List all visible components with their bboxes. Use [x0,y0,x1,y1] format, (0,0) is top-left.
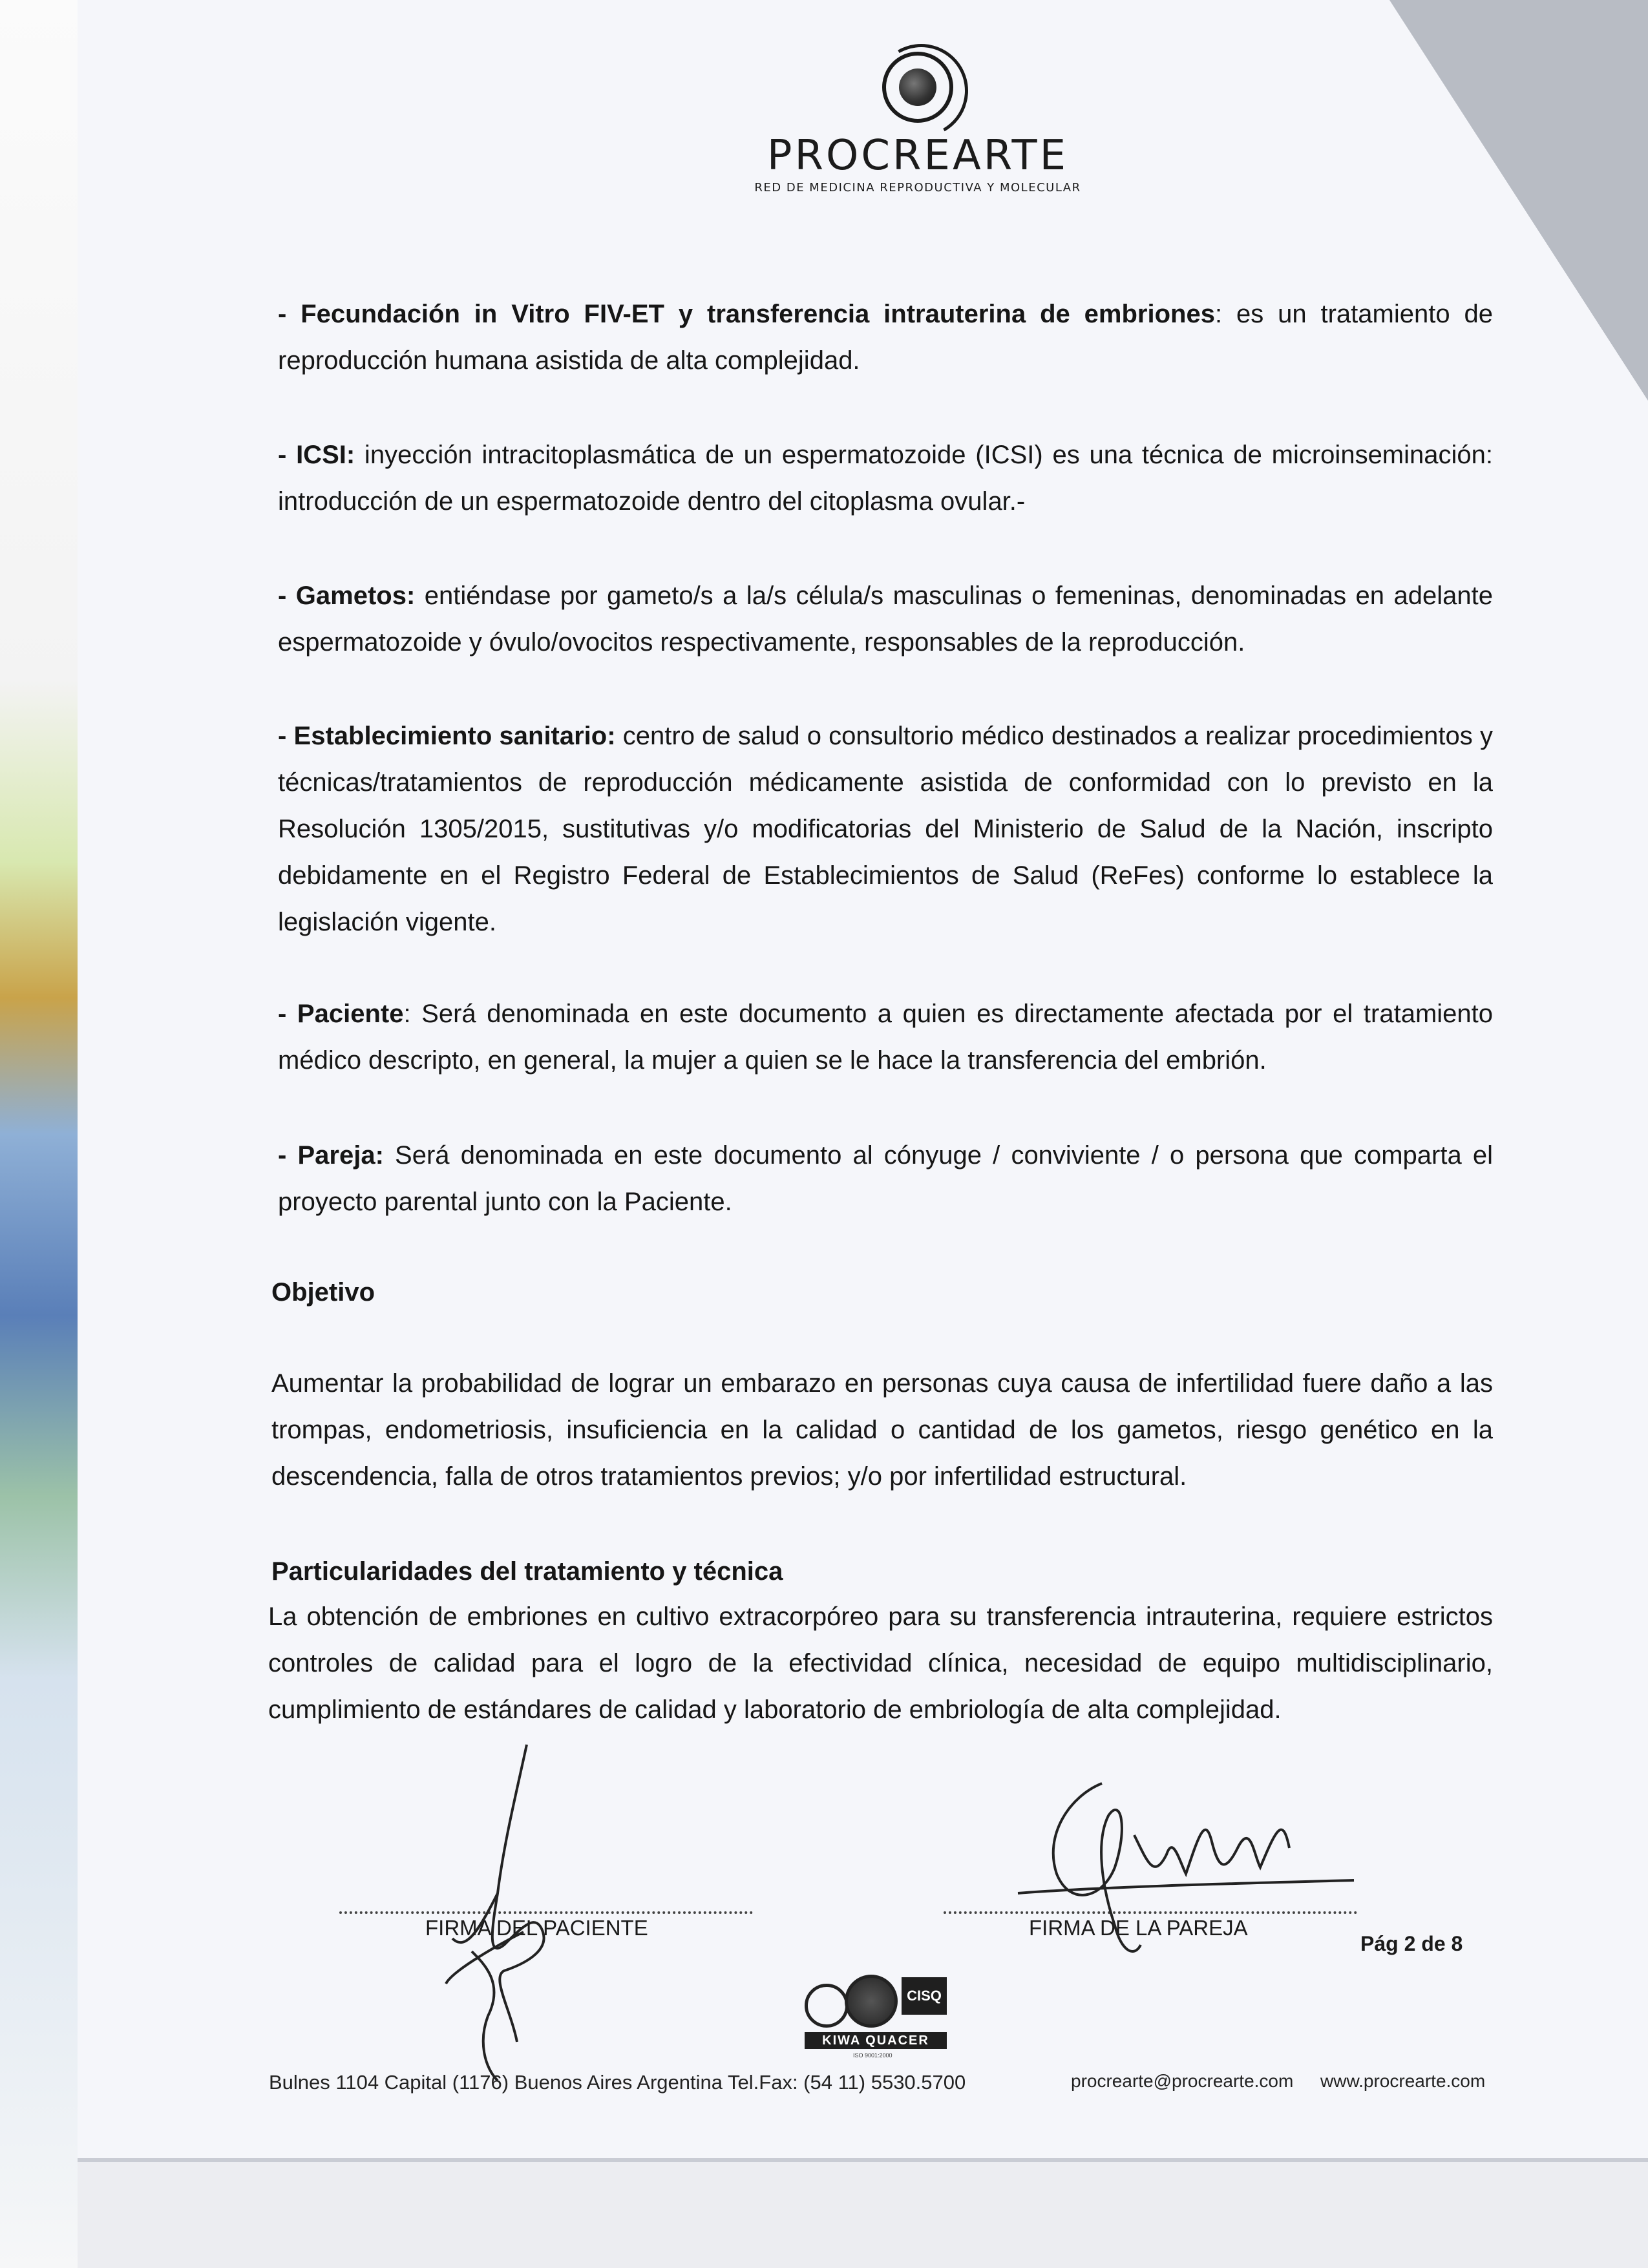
cisq-logo: CISQ [902,1977,947,2015]
definition-text: es un tratamiento de reproducción humana asistida de alta complejidad. [278,300,1493,375]
particularidades-heading: Particularidades del tratamiento y técnica [271,1557,783,1586]
partner-signature-label: FIRMA DE LA PAREJA [1029,1916,1248,1940]
definition-text: centro de salud o consultorio médico destinados a realizar procedimientos y técnicas/tratamientos de reproducción médicamente asistida de conformidad con lo previsto en la Resolución 1305/2015, sustitutivas y/o modificatorias del Ministerio de Salud de la Nación, inscripto debidamente en el Registro Federal de Establecimientos de Salud (ReFes) conforme lo establece la legislación vigente. [278,722,1494,936]
definition-sep: : [403,1000,411,1028]
logo-subtitle: RED DE MEDICINA REPRODUCTIVA Y MOLECULAR [754,181,1081,194]
definition-icsi [278,432,1493,525]
definition-term: - ICSI: [278,441,355,469]
kiwa-quacer-logo: KIWA QUACER [805,2032,947,2049]
definition-text: Será denominada en este documento al cónyuge / conviviente / o persona que comparta el proyecto parental junto con la Paciente. [278,1141,1493,1216]
globe-logo-icon [845,1975,898,2028]
patient-signature-label: FIRMA DEL PACIENTE [425,1916,648,1940]
partner-signature [1005,1758,1367,1964]
patient-signature [427,1738,595,2087]
definition-term: - Establecimiento sanitario: [278,722,616,750]
iso-label: ISO 9001:2000 [853,2052,893,2059]
footer-website[interactable]: www.procrearte.com [1320,2071,1486,2091]
definition-term: - Gametos: [278,582,416,610]
definition-gametos [278,572,1493,666]
iqnet-logo-icon [805,1984,849,2028]
objetivo-text: Aumentar la probabilidad de lograr un embarazo en personas cuya causa de infertilidad fuere daño a las trompas, endometriosis, insuficiencia en la calidad o cantidad de los gametos, riesgo genético en la descendencia, falla de otros tratamientos previos; y/o por infertilidad estructural. [271,1369,1493,1491]
definition-establecimiento [278,713,1493,945]
definition-paciente [278,991,1493,1084]
definition-text: Será denominada en este documento a quien es directamente afectada por el tratamiento médico descripto, en general, la mujer a quien se le hace la transferencia del embrión. [278,1000,1494,1075]
definition-pareja [278,1132,1493,1225]
objetivo-heading: Objetivo [271,1278,375,1307]
footer-address: Bulnes 1104 Capital (1176) Buenos Aires Argentina Tel.Fax: (54 11) 5530.5700 [269,2071,966,2094]
particularidades-text: La obtención de embriones en cultivo extracorpóreo para su transferencia intrauterina, requiere estrictos controles de calidad para el logro de la efectividad clínica, necesidad de equipo multidisciplinario, cumplimiento de estándares de calidad y laboratorio de embriología de alta complejidad. [268,1602,1493,1724]
page-number: Pág 2 de 8 [1360,1932,1463,1955]
certification-logos [805,1971,960,2068]
scanner-edge-strip [0,0,78,2268]
logo-name: PROCREARTE [766,132,1069,180]
footer-email[interactable]: procrearte@procrearte.com [1071,2071,1294,2091]
logo-icon [882,52,953,123]
definition-fiv [278,291,1493,384]
page-bottom-margin [78,2158,1648,2268]
definition-sep: : [1214,300,1223,328]
definition-term: - Pareja: [278,1141,384,1170]
definition-term: - Paciente [278,1000,404,1028]
definition-text: entiéndase por gameto/s a la/s célula/s masculinas o femeninas, denominadas en adelante espermatozoide y óvulo/ovocitos respectivamente, responsables de la reproducción. [278,582,1493,656]
definition-text: inyección intracitoplasmática de un espermatozoide (ICSI) es una técnica de microinseminación: introducción de un espermatozoide dentro del citoplasma ovular.- [278,441,1494,516]
procrearte-logo [737,52,1099,194]
definition-term: - Fecundación in Vitro FIV-ET y transferencia intrauterina de embriones [278,300,1215,328]
